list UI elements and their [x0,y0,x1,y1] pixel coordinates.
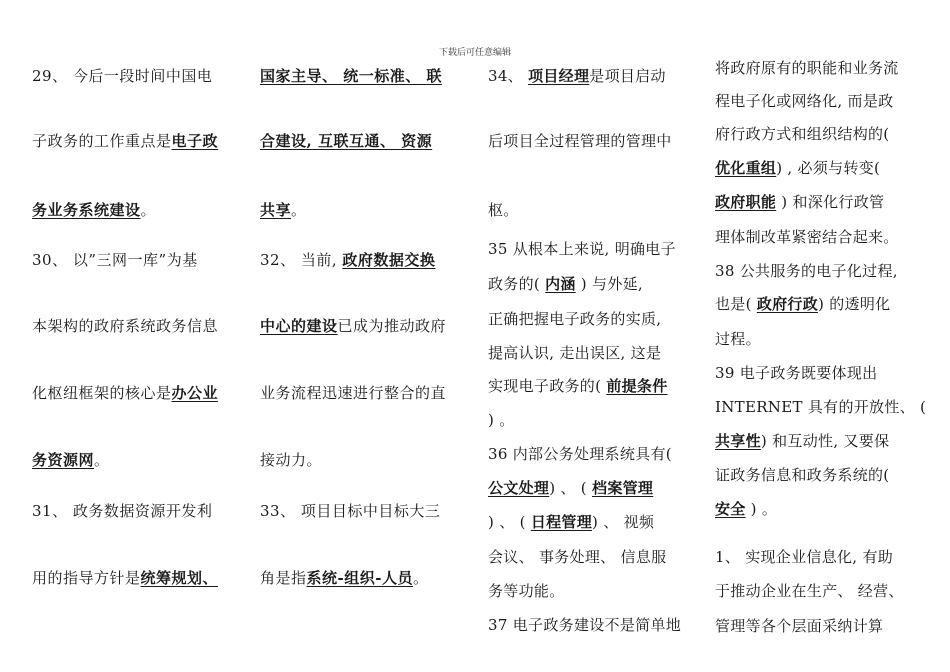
text-line [715,615,883,636]
body-text: 。 [291,201,307,219]
text-line [715,546,893,567]
text-line [32,249,198,270]
body-text: 务等功能。 [488,582,565,600]
body-text: 理体制改革紧密结合起来。 [715,228,899,246]
body-text: ) 、 ( [549,479,593,497]
body-text: 化枢纽框架的核心是 [32,384,172,402]
body-text: INTERNET 具有的开放性、 ( [715,398,927,416]
answer-text: 项目经理 [528,67,590,85]
text-line [260,199,307,220]
text-line [32,449,110,470]
text-line [32,567,218,588]
page-header: 下载后可任意编辑 [438,48,511,58]
text-line [260,130,432,151]
text-line [715,123,889,144]
body-text: ) 、 ( [488,513,531,531]
body-text: 实现电子政务的( [488,377,607,395]
text-line [260,567,428,588]
text-line [715,157,880,178]
body-text: 后项目全过程管理的管理中 [488,132,672,150]
answer-text: 办公业 [171,384,219,402]
body-text: ) 。 [488,411,515,429]
body-text: 29、 今后一段时间中国电 [32,67,213,85]
text-line [715,498,777,519]
body-text: ) 和深化行政管 [776,193,885,211]
body-text: 政务的( [488,275,546,293]
body-text: 会议、 事务处理、 信息服 [488,548,667,566]
text-line [715,430,889,451]
text-line [488,65,666,86]
text-line [715,328,761,349]
text-line [32,500,212,521]
body-text: 提高认识, 走出误区, 这是 [488,344,662,362]
answer-text: 政府职能 [715,193,777,211]
body-text: 管理等各个层面采纳计算 [715,617,884,635]
text-line [32,382,218,403]
text-line [488,238,676,259]
body-text: 是项目启动 [589,67,666,85]
answer-text: 中心的建设 [260,317,338,335]
body-text: 将政府原有的职能和业务流 [715,59,899,77]
answer-text: 合建设, 互联互通、 资源 [260,132,433,150]
body-text: 。 [140,201,157,219]
text-line [488,614,681,635]
text-line [715,362,877,383]
body-text: 本架构的政府系统政务信息 [32,317,219,335]
text-line [488,199,519,220]
text-line [488,443,672,464]
body-text: 府行政方式和组织结构的( [715,125,890,143]
body-text: 35 从根本上来说, 明确电子 [488,240,676,258]
body-text: ) 和互动性, 又要保 [760,432,890,450]
text-line [32,315,218,336]
body-text: 子政务的工作重点是 [32,132,172,150]
text-line [32,130,218,151]
text-line [260,249,435,270]
text-line [488,546,666,567]
answer-text: 共享性 [715,432,761,450]
text-line [715,226,899,247]
answer-text: 优化重组 [715,159,777,177]
body-text: 过程。 [715,330,761,348]
text-line [260,315,446,336]
answer-text: 统筹规划、 [140,569,219,587]
answer-text: 务资源网 [32,451,95,469]
body-text: 32、 当前, [260,251,343,269]
body-text: ) , 必须与转变( [776,159,881,177]
body-text: 37 电子政务建设不是简单地 [488,616,682,634]
answer-text: 日程管理 [530,513,593,531]
text-line [715,464,889,485]
text-line [715,260,898,281]
text-line [715,293,890,314]
body-text: 31、 政务数据资源开发利 [32,502,213,520]
body-text: 33、 项目目标中目标大三 [260,502,441,520]
body-text: 程电子化或网络化, 而是政 [715,92,894,110]
body-text: 。 [94,451,110,469]
text-line [260,500,440,521]
text-line [488,511,654,532]
answer-text: 政府数据交换 [342,251,436,269]
body-text: 接动力。 [260,451,323,469]
answer-text: 安全 [715,500,746,518]
body-text: 已成为推动政府 [337,317,447,335]
body-text: 枢。 [488,201,519,219]
body-text: ) 与外延, [575,275,643,293]
text-line [488,273,643,294]
text-line [715,580,904,601]
text-line [32,65,212,86]
text-line [260,65,442,86]
body-text: 36 内部公务处理系统具有( [488,445,672,463]
answer-text: 共享 [260,201,292,219]
body-text: ) 。 [745,500,778,518]
answer-text: 内涵 [545,275,576,293]
answer-text: 档案管理 [592,479,654,497]
text-line [488,375,668,396]
body-text: 38 公共服务的电子化过程, [715,262,898,280]
body-text: 用的指导方针是 [32,569,141,587]
text-line [715,90,893,111]
text-line [715,191,884,212]
answer-text: 前提条件 [606,377,668,395]
text-line [488,580,565,601]
body-text: 也是( [715,295,757,313]
text-line [488,477,653,498]
text-line [488,308,661,329]
answer-text: 公文处理 [488,479,550,497]
body-text: 证政务信息和政务系统的( [715,466,890,484]
body-text: 正确把握电子政务的实质, [488,310,662,328]
text-line [488,342,661,363]
answer-text: 系统-组织-人员 [306,569,413,587]
answer-text: 电子政 [171,132,219,150]
body-text: 1、 实现企业信息化, 有助 [715,548,894,566]
body-text: 39 电子政务既要体现出 [715,364,878,382]
answer-text: 政府行政 [756,295,819,313]
body-text: 34、 [488,67,529,85]
text-line [260,449,322,470]
answer-text: 国家主导、 统一标准、 联 [260,67,442,85]
text-line [488,409,515,430]
body-text: 。 [412,569,429,587]
body-text: 于推动企业在生产、 经营、 [715,582,904,600]
text-line [715,396,926,417]
text-line [260,382,446,403]
body-text: 30、 以”三网一库”为基 [32,251,198,269]
text-line [32,199,156,220]
body-text: ) 、 视频 [592,513,655,531]
answer-text: 务业务系统建设 [32,201,141,219]
text-line [715,57,899,78]
body-text: 角是指 [260,569,307,587]
text-line [488,130,672,151]
body-text: 业务流程迅速进行整合的直 [260,384,447,402]
body-text: ) 的透明化 [818,295,891,313]
